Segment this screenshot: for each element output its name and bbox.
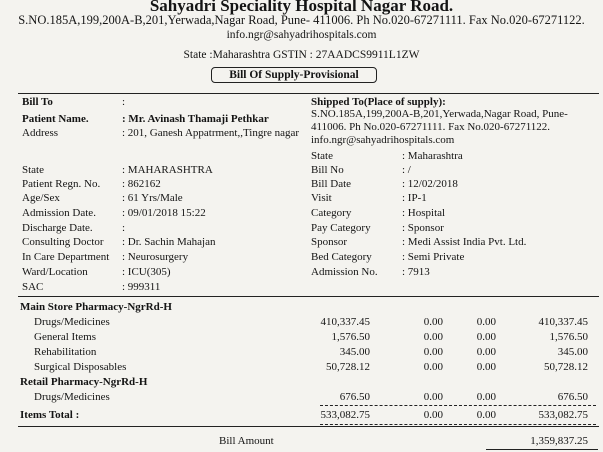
address-value: : 201, Ganesh Appatrment,,Tingre nagar bbox=[122, 127, 300, 139]
bed-category-label: Bed Category bbox=[311, 251, 372, 263]
item-col3: 0.00 bbox=[476, 391, 496, 403]
item-col2: 0.00 bbox=[423, 316, 443, 328]
category-label: Category bbox=[311, 207, 352, 219]
sac-label: SAC bbox=[22, 281, 44, 293]
bill-to-label: Bill To bbox=[22, 96, 53, 108]
sponsor-value: : Medi Assist India Pvt. Ltd. bbox=[402, 236, 527, 248]
bill-amount-value: 1,359,837.25 bbox=[530, 435, 588, 447]
bed-category-value: : Semi Private bbox=[402, 251, 465, 263]
admission-no-value: : 7913 bbox=[402, 266, 430, 278]
item-col2: 0.00 bbox=[423, 361, 443, 373]
ship-state-value: : Maharashtra bbox=[402, 150, 463, 162]
section-title: Main Store Pharmacy-NgrRd-H bbox=[20, 301, 172, 313]
sac-value: : 999311 bbox=[122, 281, 161, 293]
items-total-amount: 533,082.75 bbox=[320, 409, 370, 421]
ward-value: : ICU(305) bbox=[122, 266, 171, 278]
bill-to-colon: : bbox=[122, 96, 126, 108]
section-title: Retail Pharmacy-NgrRd-H bbox=[20, 376, 148, 388]
items-total-col2: 0.00 bbox=[423, 409, 443, 421]
bill-no-value: : / bbox=[402, 164, 411, 176]
state-gstin: State :Maharashtra GSTIN : 27AADCS9911L1ZW bbox=[183, 49, 420, 61]
hospital-name: Sahyadri Speciality Hospital Nagar Road. bbox=[149, 0, 454, 15]
department-value: : Neurosurgery bbox=[122, 251, 189, 263]
discharge-date-value: : bbox=[122, 222, 126, 234]
item-name: Drugs/Medicines bbox=[34, 316, 110, 328]
visit-value: : IP-1 bbox=[402, 192, 427, 204]
item-amount: 345.00 bbox=[339, 346, 370, 358]
item-amount: 50,728.12 bbox=[326, 361, 370, 373]
total-dashes bbox=[320, 424, 596, 425]
item-name: Rehabilitation bbox=[34, 346, 97, 358]
ship-state-label: State bbox=[311, 150, 333, 162]
state-value: : MAHARASHTRA bbox=[122, 164, 213, 176]
items-total-value: 533,082.75 bbox=[538, 409, 588, 421]
charges-divider bbox=[18, 296, 599, 297]
item-col3: 0.00 bbox=[476, 346, 496, 358]
doctor-value: : Dr. Sachin Mahajan bbox=[122, 236, 216, 248]
item-name: Drugs/Medicines bbox=[34, 391, 110, 403]
item-total: 1,576.50 bbox=[549, 331, 588, 343]
visit-label: Visit bbox=[311, 192, 332, 204]
item-total: 410,337.45 bbox=[538, 316, 588, 328]
subtotal-dashes bbox=[320, 405, 596, 406]
discharge-date-label: Discharge Date. bbox=[22, 222, 93, 234]
item-name: Surgical Disposables bbox=[34, 361, 127, 373]
sponsor-label: Sponsor bbox=[311, 236, 348, 248]
item-amount: 1,576.50 bbox=[331, 331, 370, 343]
item-col2: 0.00 bbox=[423, 346, 443, 358]
item-name: General Items bbox=[34, 331, 96, 343]
shipped-to-label: Shipped To(Place of supply): bbox=[311, 96, 446, 108]
admission-date-value: : 09/01/2018 15:22 bbox=[122, 207, 206, 219]
doctor-label: Consulting Doctor bbox=[22, 236, 104, 248]
item-total: 345.00 bbox=[557, 346, 588, 358]
item-amount: 410,337.45 bbox=[320, 316, 370, 328]
shipped-address: S.NO.185A,199,200A-B,201,Yerwada,Nagar Road, Pune- 411006. Ph No.020-67271111. Fax No.020-67271122. info.ngr@sahyadrihospitals.com bbox=[311, 108, 568, 146]
state-label: State bbox=[22, 164, 44, 176]
hospital-address: S.NO.185A,199,200A-B,201,Yerwada,Nagar Road, Pune- 411006. Ph No.020-67271111. Fax No.020-67271122. bbox=[18, 13, 585, 27]
regn-label: Patient Regn. No. bbox=[22, 178, 101, 190]
patient-name-value: : Mr. Avinash Thamaji Pethkar bbox=[122, 113, 269, 125]
bill-no-label: Bill No bbox=[311, 164, 344, 176]
address-label: Address bbox=[22, 127, 59, 139]
pay-category-value: : Sponsor bbox=[402, 222, 444, 234]
item-col3: 0.00 bbox=[476, 316, 496, 328]
item-col2: 0.00 bbox=[423, 331, 443, 343]
regn-value: : 862162 bbox=[122, 178, 161, 190]
items-total-label: Items Total : bbox=[20, 409, 80, 421]
admission-date-label: Admission Date. bbox=[22, 207, 96, 219]
item-col2: 0.00 bbox=[423, 391, 443, 403]
hospital-email: info.ngr@sahyadrihospitals.com bbox=[226, 29, 377, 41]
admission-no-label: Admission No. bbox=[311, 266, 378, 278]
age-sex-label: Age/Sex bbox=[22, 192, 60, 204]
bill-amount-label: Bill Amount bbox=[219, 435, 274, 447]
items-total-col3: 0.00 bbox=[476, 409, 496, 421]
item-total: 676.50 bbox=[557, 391, 588, 403]
pay-category-label: Pay Category bbox=[311, 222, 371, 234]
bill-date-label: Bill Date bbox=[311, 178, 352, 190]
bill-amount-underline bbox=[486, 449, 598, 450]
item-col3: 0.00 bbox=[476, 361, 496, 373]
ward-label: Ward/Location bbox=[22, 266, 88, 278]
item-col3: 0.00 bbox=[476, 331, 496, 343]
item-total: 50,728.12 bbox=[544, 361, 588, 373]
category-value: : Hospital bbox=[402, 207, 446, 219]
department-label: In Care Department bbox=[22, 251, 110, 263]
items-total-divider bbox=[18, 426, 599, 427]
age-sex-value: : 61 Yrs/Male bbox=[122, 192, 183, 204]
bill-title: Bill Of Supply-Provisional bbox=[211, 67, 377, 83]
patient-name-label: Patient Name. bbox=[22, 113, 89, 125]
item-amount: 676.50 bbox=[339, 391, 370, 403]
header-divider bbox=[18, 93, 599, 94]
bill-date-value: : 12/02/2018 bbox=[402, 178, 458, 190]
